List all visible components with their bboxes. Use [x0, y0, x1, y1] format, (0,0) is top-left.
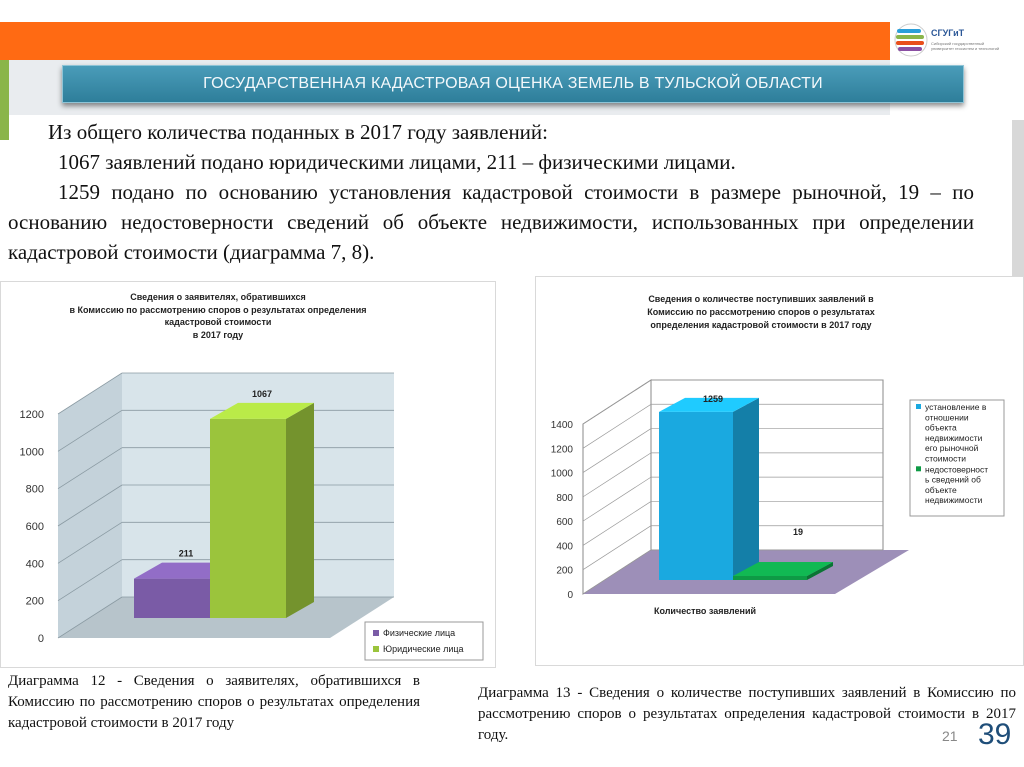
chart-applications	[535, 276, 1024, 666]
chart2-legend-label: объекте	[925, 484, 957, 495]
chart2-title-line: определения кадастровой стоимости в 2017 году	[650, 320, 872, 330]
chart-applications-svg	[535, 276, 1024, 666]
chart2-legend-label: недвижимости	[925, 495, 983, 506]
chart2-legend-label: установление в	[925, 402, 987, 412]
chart2-x-label: Количество заявлений	[653, 606, 757, 616]
slide-title: ГОСУДАРСТВЕННАЯ КАДАСТРОВАЯ ОЦЕНКА ЗЕМЕЛЬ В ТУЛЬСКОЙ ОБЛАСТИ	[62, 65, 964, 103]
intro-line-3: 1259 подано по основанию установления кадастровой стоимости в размере рыночной, 19 – по основанию недостоверности сведений об объекте недвижимости, использованных при определении кадастровой стоимости (диаграмма 7, 8).	[8, 180, 974, 264]
chart2-ytick-label: 200	[556, 565, 573, 577]
chart2-ytick-label: 400	[556, 541, 573, 553]
chart2-ytick-label: 600	[556, 517, 573, 529]
chart1-bar	[210, 403, 314, 618]
chart2-data-label: 1259	[702, 394, 724, 404]
chart1-legend-label: Физические лица	[383, 628, 456, 638]
chart1-title-line: кадастровой стоимости	[164, 317, 272, 327]
caption-diagram-12: Диаграмма 12 - Сведения о заявителях, обратившихся в Комиссию по рассмотрению споров о результатах определения кадастровой стоимости в 2017 году	[8, 673, 420, 731]
slide-number-small: 21	[942, 728, 958, 744]
chart1-title-line: в Комиссию по рассмотрению споров о результатах определения	[69, 305, 367, 315]
chart1-title-line: Сведения о заявителях, обратившихся	[130, 292, 306, 302]
intro-text	[8, 117, 1024, 279]
chart-applicants-svg	[0, 281, 496, 668]
chart1-ytick-label: 400	[25, 558, 44, 571]
chart1-data-label: 211	[178, 548, 194, 559]
chart1-ytick-label: 1000	[19, 446, 44, 459]
chart1-ytick-label: 200	[25, 595, 44, 608]
chart2-legend-swatch	[916, 404, 921, 409]
chart1-legend-swatch	[373, 646, 379, 652]
slide-number-large: 39	[978, 718, 1012, 751]
chart1-title-line: в 2017 году	[192, 330, 244, 340]
logo-globe-icon	[893, 22, 929, 58]
chart-applicants	[0, 281, 496, 668]
chart2-legend-label: объекта	[925, 422, 957, 433]
chart2-ytick-label: 1200	[550, 444, 573, 456]
university-logo	[893, 22, 1003, 62]
chart1-ytick-label: 1200	[19, 409, 44, 421]
chart2-legend-label: ь сведений об	[925, 474, 981, 485]
chart2-ytick-label: 800	[556, 492, 573, 504]
intro-line-1: Из общего количества поданных в 2017 году заявлений:	[48, 120, 548, 144]
chart2-legend-label: его рыночной	[925, 443, 979, 454]
chart2-legend-label: стоимости	[925, 453, 966, 464]
chart2-legend-label: недвижимости	[925, 432, 983, 443]
caption-diagram-13: Диаграмма 13 - Сведения о количестве поступивших заявлений в Комиссию по рассмотрению споров о результатах определения кадастровой стоимости в 2017 году.	[478, 685, 1016, 743]
chart1-ytick-label: 800	[25, 483, 44, 496]
chart1-data-label: 1067	[251, 388, 273, 399]
chart2-data-label: 19	[792, 527, 804, 537]
chart1-legend-label: Юридические лица	[383, 644, 464, 654]
logo-subtitle: Сибирский государственный университет геосистем и технологий	[931, 41, 1000, 51]
chart2-bar	[659, 398, 759, 580]
chart2-ytick-label: 1400	[550, 420, 573, 431]
intro-line-2: 1067 заявлений подано юридическими лицами, 211 – физическими лицами.	[58, 150, 736, 174]
logo-name: СГУГиТ	[931, 28, 965, 38]
chart1-ytick-label: 0	[37, 633, 44, 645]
top-accent-bar	[0, 22, 890, 60]
chart1-legend-swatch	[373, 630, 379, 636]
chart1-ytick-label: 600	[25, 521, 44, 533]
chart2-legend-label: недостоверност	[925, 464, 989, 475]
chart2-title-line: Комиссию по рассмотрению споров о результатах	[647, 307, 875, 317]
chart2-ytick-label: 1000	[550, 468, 573, 480]
chart2-ytick-label: 0	[567, 590, 573, 601]
chart2-legend-swatch	[916, 466, 921, 471]
chart2-legend-label: отношении	[925, 412, 969, 423]
chart2-title-line: Сведения о количестве поступивших заявлений в	[648, 294, 874, 304]
